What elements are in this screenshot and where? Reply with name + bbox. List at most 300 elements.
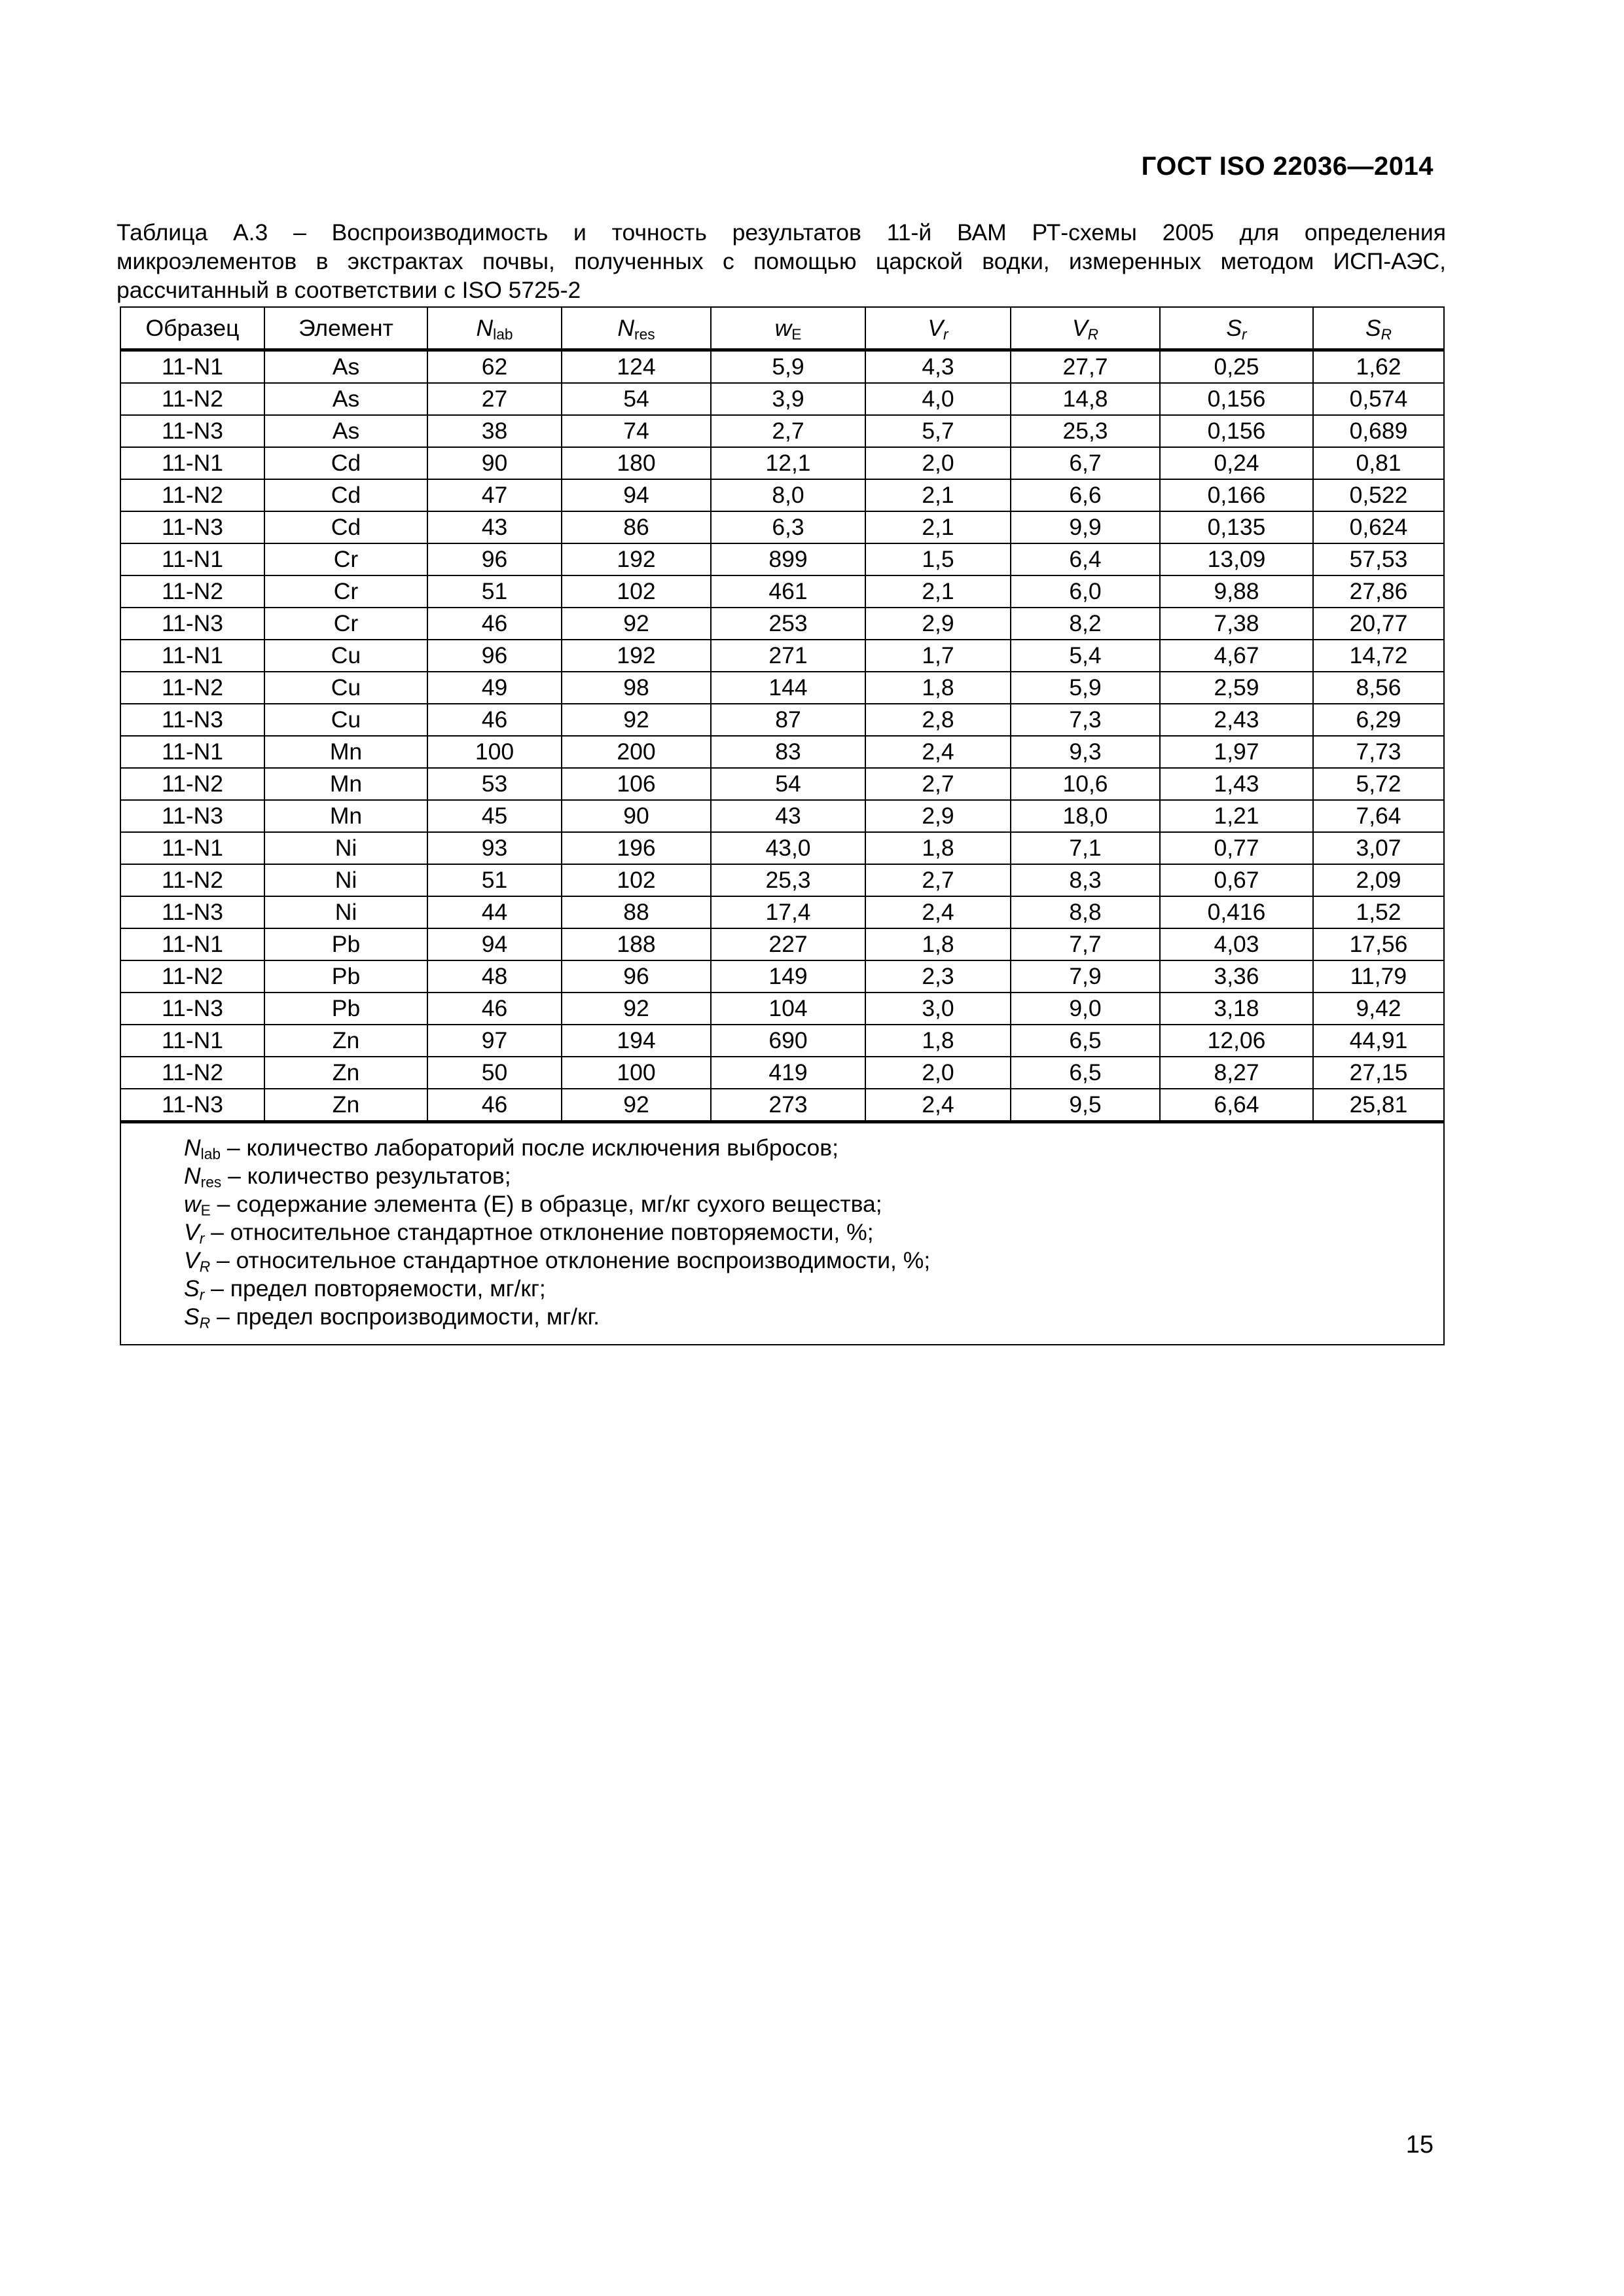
table-row <box>120 1025 1444 1057</box>
symbol-base: N <box>617 315 635 341</box>
cell-n-res: 92 <box>562 608 711 640</box>
cell-s-R: 0,624 <box>1313 511 1444 543</box>
cell-element: Cr <box>264 543 427 575</box>
cell-element: Cu <box>264 672 427 704</box>
cell-n-lab: 53 <box>427 768 562 800</box>
cell-element: Cu <box>264 704 427 736</box>
header-sample: Образец <box>120 307 264 350</box>
cell-s-r: 3,36 <box>1160 960 1313 993</box>
cell-s-R: 2,09 <box>1313 864 1444 896</box>
note-w-e <box>184 1190 1443 1218</box>
cell-v-R: 8,8 <box>1011 896 1160 928</box>
symbol-base: V <box>1072 315 1088 341</box>
cell-s-R: 7,64 <box>1313 800 1444 832</box>
table-row <box>120 350 1444 384</box>
cell-v-r: 2,1 <box>865 511 1011 543</box>
cell-s-r: 4,03 <box>1160 928 1313 960</box>
cell-n-lab: 93 <box>427 832 562 864</box>
cell-sample: 11-N3 <box>120 800 264 832</box>
cell-w-e: 461 <box>711 575 865 608</box>
cell-w-e: 273 <box>711 1089 865 1122</box>
cell-element: Mn <box>264 800 427 832</box>
cell-element: Ni <box>264 832 427 864</box>
cell-v-r: 1,8 <box>865 672 1011 704</box>
cell-s-r: 0,25 <box>1160 350 1313 384</box>
symbol-subscript: r <box>199 1286 205 1303</box>
table-row <box>120 479 1444 511</box>
cell-n-lab: 46 <box>427 608 562 640</box>
cell-n-lab: 94 <box>427 928 562 960</box>
symbol-subscript: R <box>1380 325 1392 343</box>
cell-v-R: 8,2 <box>1011 608 1160 640</box>
cell-s-r: 7,38 <box>1160 608 1313 640</box>
table-row <box>120 672 1444 704</box>
cell-v-R: 9,9 <box>1011 511 1160 543</box>
cell-sample: 11-N3 <box>120 608 264 640</box>
note-text: – количество лабораторий после исключения выбросов; <box>220 1135 839 1161</box>
table-row <box>120 864 1444 896</box>
cell-n-res: 92 <box>562 704 711 736</box>
cell-v-R: 5,4 <box>1011 640 1160 672</box>
cell-v-R: 27,7 <box>1011 350 1160 384</box>
cell-sample: 11-N1 <box>120 640 264 672</box>
cell-sample: 11-N3 <box>120 993 264 1025</box>
symbol-subscript: lab <box>493 325 513 343</box>
cell-v-r: 2,0 <box>865 447 1011 479</box>
cell-v-r: 2,7 <box>865 768 1011 800</box>
symbol-base: V <box>184 1219 200 1245</box>
cell-n-res: 94 <box>562 479 711 511</box>
cell-s-R: 0,689 <box>1313 415 1444 447</box>
cell-sample: 11-N2 <box>120 575 264 608</box>
table-row <box>120 543 1444 575</box>
cell-s-r: 0,156 <box>1160 383 1313 415</box>
note-text: – относительное стандартное отклонение повторяемости, %; <box>204 1219 874 1245</box>
cell-sample: 11-N3 <box>120 511 264 543</box>
cell-n-lab: 46 <box>427 1089 562 1122</box>
symbol-base: V <box>928 315 944 341</box>
cell-s-r: 0,166 <box>1160 479 1313 511</box>
cell-v-R: 6,5 <box>1011 1025 1160 1057</box>
table-caption <box>117 218 1446 304</box>
table-body <box>120 350 1444 1122</box>
table-header-row <box>120 307 1444 350</box>
cell-n-lab: 90 <box>427 447 562 479</box>
cell-element: As <box>264 383 427 415</box>
cell-v-r: 2,7 <box>865 864 1011 896</box>
cell-w-e: 25,3 <box>711 864 865 896</box>
cell-element: Ni <box>264 896 427 928</box>
cell-w-e: 43,0 <box>711 832 865 864</box>
cell-v-R: 10,6 <box>1011 768 1160 800</box>
cell-element: Zn <box>264 1089 427 1122</box>
cell-s-R: 1,62 <box>1313 350 1444 384</box>
cell-w-e: 227 <box>711 928 865 960</box>
cell-v-r: 2,9 <box>865 608 1011 640</box>
table-row <box>120 575 1444 608</box>
cell-s-R: 0,81 <box>1313 447 1444 479</box>
symbol-base: S <box>184 1303 200 1330</box>
symbol-base: N <box>184 1163 201 1189</box>
cell-element: Cd <box>264 479 427 511</box>
note-text: – содержание элемента (Е) в образце, мг/кг сухого вещества; <box>210 1191 882 1217</box>
cell-w-e: 149 <box>711 960 865 993</box>
cell-n-lab: 62 <box>427 350 562 384</box>
caption-line: Таблица А.3 – Воспроизводимость и точность результатов 11-й ВАМ РТ-схемы 2005 для определения <box>117 219 1446 246</box>
cell-n-lab: 27 <box>427 383 562 415</box>
cell-n-res: 96 <box>562 960 711 993</box>
cell-s-r: 9,88 <box>1160 575 1313 608</box>
cell-v-R: 9,5 <box>1011 1089 1160 1122</box>
symbol-base: S <box>1226 315 1242 341</box>
note-text: – относительное стандартное отклонение воспроизводимости, %; <box>210 1247 931 1273</box>
cell-v-r: 2,4 <box>865 896 1011 928</box>
cell-w-e: 6,3 <box>711 511 865 543</box>
cell-n-res: 98 <box>562 672 711 704</box>
cell-n-res: 196 <box>562 832 711 864</box>
note-n-res <box>184 1162 1443 1190</box>
cell-v-r: 1,8 <box>865 832 1011 864</box>
symbol-subscript: E <box>791 325 802 343</box>
symbol-subscript: lab <box>200 1145 221 1163</box>
cell-n-lab: 48 <box>427 960 562 993</box>
cell-s-R: 3,07 <box>1313 832 1444 864</box>
header-n-lab <box>427 307 562 350</box>
cell-n-lab: 44 <box>427 896 562 928</box>
cell-s-R: 14,72 <box>1313 640 1444 672</box>
table-row <box>120 768 1444 800</box>
note-v-r <box>184 1218 1443 1247</box>
cell-element: Ni <box>264 864 427 896</box>
cell-s-R: 44,91 <box>1313 1025 1444 1057</box>
cell-element: Cr <box>264 575 427 608</box>
cell-v-r: 1,8 <box>865 928 1011 960</box>
cell-w-e: 83 <box>711 736 865 768</box>
cell-v-r: 1,8 <box>865 1025 1011 1057</box>
cell-n-lab: 47 <box>427 479 562 511</box>
cell-element: As <box>264 415 427 447</box>
cell-n-res: 102 <box>562 575 711 608</box>
cell-n-lab: 50 <box>427 1057 562 1089</box>
table-row <box>120 832 1444 864</box>
cell-n-lab: 46 <box>427 704 562 736</box>
cell-sample: 11-N1 <box>120 350 264 384</box>
cell-s-r: 4,67 <box>1160 640 1313 672</box>
cell-element: Cd <box>264 447 427 479</box>
cell-n-res: 74 <box>562 415 711 447</box>
cell-sample: 11-N2 <box>120 479 264 511</box>
symbol-subscript: R <box>199 1314 211 1332</box>
cell-element: As <box>264 350 427 384</box>
cell-w-e: 2,7 <box>711 415 865 447</box>
symbol-subscript: E <box>200 1201 211 1219</box>
cell-w-e: 3,9 <box>711 383 865 415</box>
cell-sample: 11-N2 <box>120 672 264 704</box>
symbol-subscript: res <box>634 325 655 343</box>
cell-n-res: 192 <box>562 640 711 672</box>
cell-n-lab: 43 <box>427 511 562 543</box>
cell-n-res: 192 <box>562 543 711 575</box>
cell-s-R: 17,56 <box>1313 928 1444 960</box>
cell-element: Mn <box>264 768 427 800</box>
cell-sample: 11-N1 <box>120 447 264 479</box>
table-row <box>120 736 1444 768</box>
cell-s-r: 8,27 <box>1160 1057 1313 1089</box>
note-s-R <box>184 1303 1443 1331</box>
cell-element: Zn <box>264 1025 427 1057</box>
cell-v-r: 1,5 <box>865 543 1011 575</box>
header-w-e <box>711 307 865 350</box>
cell-s-r: 6,64 <box>1160 1089 1313 1122</box>
cell-n-res: 124 <box>562 350 711 384</box>
cell-v-R: 5,9 <box>1011 672 1160 704</box>
cell-n-lab: 51 <box>427 575 562 608</box>
cell-element: Cd <box>264 511 427 543</box>
cell-sample: 11-N2 <box>120 768 264 800</box>
cell-n-res: 92 <box>562 1089 711 1122</box>
table-row <box>120 993 1444 1025</box>
symbol-subscript: res <box>200 1173 222 1191</box>
header-s-r <box>1160 307 1313 350</box>
cell-v-r: 2,4 <box>865 736 1011 768</box>
cell-s-r: 0,24 <box>1160 447 1313 479</box>
cell-sample: 11-N2 <box>120 960 264 993</box>
cell-sample: 11-N3 <box>120 1089 264 1122</box>
cell-v-R: 9,3 <box>1011 736 1160 768</box>
symbol-base: V <box>184 1247 200 1273</box>
cell-s-r: 1,97 <box>1160 736 1313 768</box>
cell-w-e: 43 <box>711 800 865 832</box>
table-row <box>120 415 1444 447</box>
cell-sample: 11-N2 <box>120 864 264 896</box>
cell-v-r: 2,3 <box>865 960 1011 993</box>
cell-element: Pb <box>264 993 427 1025</box>
cell-s-r: 1,21 <box>1160 800 1313 832</box>
cell-v-R: 14,8 <box>1011 383 1160 415</box>
symbol-subscript: R <box>1087 325 1099 343</box>
cell-s-r: 2,59 <box>1160 672 1313 704</box>
cell-n-lab: 38 <box>427 415 562 447</box>
cell-s-r: 0,416 <box>1160 896 1313 928</box>
cell-s-R: 0,522 <box>1313 479 1444 511</box>
cell-element: Cr <box>264 608 427 640</box>
header-v-R <box>1011 307 1160 350</box>
cell-s-r: 2,43 <box>1160 704 1313 736</box>
cell-sample: 11-N1 <box>120 736 264 768</box>
table-row <box>120 383 1444 415</box>
cell-v-R: 9,0 <box>1011 993 1160 1025</box>
cell-sample: 11-N2 <box>120 383 264 415</box>
symbol-base: S <box>184 1275 200 1302</box>
cell-s-R: 9,42 <box>1313 993 1444 1025</box>
cell-v-r: 2,1 <box>865 575 1011 608</box>
header-s-R <box>1313 307 1444 350</box>
caption-line: рассчитанный в соответствии с ISO 5725-2 <box>117 277 581 303</box>
cell-w-e: 8,0 <box>711 479 865 511</box>
results-table <box>120 306 1445 1345</box>
cell-w-e: 87 <box>711 704 865 736</box>
cell-w-e: 271 <box>711 640 865 672</box>
cell-s-R: 0,574 <box>1313 383 1444 415</box>
table-row <box>120 896 1444 928</box>
cell-v-R: 18,0 <box>1011 800 1160 832</box>
table-row <box>120 511 1444 543</box>
notes-row <box>120 1122 1444 1345</box>
note-text: – предел воспроизводимости, мг/кг. <box>210 1303 600 1330</box>
symbol-base: N <box>476 315 494 341</box>
note-n-lab <box>184 1134 1443 1162</box>
cell-s-R: 20,77 <box>1313 608 1444 640</box>
cell-v-R: 25,3 <box>1011 415 1160 447</box>
cell-w-e: 419 <box>711 1057 865 1089</box>
cell-w-e: 253 <box>711 608 865 640</box>
cell-s-r: 13,09 <box>1160 543 1313 575</box>
table-row <box>120 704 1444 736</box>
cell-w-e: 5,9 <box>711 350 865 384</box>
header-v-r <box>865 307 1011 350</box>
cell-n-res: 188 <box>562 928 711 960</box>
table-row <box>120 608 1444 640</box>
cell-element: Pb <box>264 928 427 960</box>
cell-v-R: 7,9 <box>1011 960 1160 993</box>
cell-s-R: 1,52 <box>1313 896 1444 928</box>
cell-n-res: 200 <box>562 736 711 768</box>
cell-s-r: 0,156 <box>1160 415 1313 447</box>
cell-sample: 11-N2 <box>120 1057 264 1089</box>
cell-s-r: 3,18 <box>1160 993 1313 1025</box>
cell-s-R: 25,81 <box>1313 1089 1444 1122</box>
cell-sample: 11-N3 <box>120 704 264 736</box>
cell-sample: 11-N3 <box>120 415 264 447</box>
cell-element: Mn <box>264 736 427 768</box>
cell-n-lab: 96 <box>427 543 562 575</box>
table-notes <box>120 1122 1444 1345</box>
cell-w-e: 54 <box>711 768 865 800</box>
cell-v-r: 4,3 <box>865 350 1011 384</box>
cell-n-res: 194 <box>562 1025 711 1057</box>
cell-n-res: 54 <box>562 383 711 415</box>
cell-w-e: 144 <box>711 672 865 704</box>
cell-v-r: 2,8 <box>865 704 1011 736</box>
cell-n-res: 106 <box>562 768 711 800</box>
cell-s-r: 12,06 <box>1160 1025 1313 1057</box>
document-code: ГОСТ ISO 22036—2014 <box>1141 152 1434 181</box>
cell-n-res: 102 <box>562 864 711 896</box>
symbol-base: w <box>184 1191 201 1217</box>
cell-s-R: 5,72 <box>1313 768 1444 800</box>
cell-s-r: 1,43 <box>1160 768 1313 800</box>
cell-sample: 11-N1 <box>120 928 264 960</box>
note-v-R <box>184 1247 1443 1275</box>
cell-element: Zn <box>264 1057 427 1089</box>
cell-v-R: 6,6 <box>1011 479 1160 511</box>
cell-n-lab: 45 <box>427 800 562 832</box>
cell-n-lab: 49 <box>427 672 562 704</box>
cell-s-R: 7,73 <box>1313 736 1444 768</box>
symbol-subscript: R <box>199 1258 211 1275</box>
cell-n-res: 90 <box>562 800 711 832</box>
cell-v-r: 2,4 <box>865 1089 1011 1122</box>
cell-v-R: 8,3 <box>1011 864 1160 896</box>
cell-s-R: 6,29 <box>1313 704 1444 736</box>
cell-n-lab: 96 <box>427 640 562 672</box>
symbol-base: w <box>774 315 792 341</box>
cell-s-R: 27,86 <box>1313 575 1444 608</box>
symbol-base: S <box>1365 315 1381 341</box>
cell-w-e: 104 <box>711 993 865 1025</box>
cell-n-lab: 97 <box>427 1025 562 1057</box>
cell-v-R: 6,4 <box>1011 543 1160 575</box>
cell-sample: 11-N1 <box>120 832 264 864</box>
cell-sample: 11-N3 <box>120 896 264 928</box>
cell-n-res: 88 <box>562 896 711 928</box>
note-s-r <box>184 1275 1443 1303</box>
table-row <box>120 800 1444 832</box>
cell-element: Pb <box>264 960 427 993</box>
table-row <box>120 928 1444 960</box>
cell-n-lab: 100 <box>427 736 562 768</box>
cell-v-r: 4,0 <box>865 383 1011 415</box>
cell-n-res: 180 <box>562 447 711 479</box>
cell-v-R: 6,7 <box>1011 447 1160 479</box>
cell-s-R: 57,53 <box>1313 543 1444 575</box>
cell-w-e: 899 <box>711 543 865 575</box>
page-number: 15 <box>1405 2131 1434 2159</box>
cell-v-r: 2,0 <box>865 1057 1011 1089</box>
cell-sample: 11-N1 <box>120 1025 264 1057</box>
caption-line: микроэлементов в экстрактах почвы, полученных с помощью царской водки, измеренных методом ИСП-АЭС, <box>117 248 1446 274</box>
cell-s-R: 11,79 <box>1313 960 1444 993</box>
header-element: Элемент <box>264 307 427 350</box>
cell-v-r: 2,9 <box>865 800 1011 832</box>
cell-n-lab: 51 <box>427 864 562 896</box>
cell-n-res: 92 <box>562 993 711 1025</box>
cell-n-res: 86 <box>562 511 711 543</box>
cell-v-r: 2,1 <box>865 479 1011 511</box>
cell-w-e: 17,4 <box>711 896 865 928</box>
cell-w-e: 690 <box>711 1025 865 1057</box>
note-text: – количество результатов; <box>221 1163 511 1189</box>
cell-v-R: 7,3 <box>1011 704 1160 736</box>
cell-v-R: 6,0 <box>1011 575 1160 608</box>
cell-w-e: 12,1 <box>711 447 865 479</box>
cell-v-r: 5,7 <box>865 415 1011 447</box>
symbol-subscript: r <box>199 1230 205 1247</box>
cell-sample: 11-N1 <box>120 543 264 575</box>
cell-s-r: 0,135 <box>1160 511 1313 543</box>
symbol-subscript: r <box>1242 325 1247 343</box>
table-row <box>120 1089 1444 1122</box>
cell-element: Cu <box>264 640 427 672</box>
table-row <box>120 447 1444 479</box>
cell-s-R: 27,15 <box>1313 1057 1444 1089</box>
cell-n-res: 100 <box>562 1057 711 1089</box>
cell-v-R: 6,5 <box>1011 1057 1160 1089</box>
note-text: – предел повторяемости, мг/кг; <box>204 1275 546 1302</box>
table-row <box>120 640 1444 672</box>
table-row <box>120 1057 1444 1089</box>
cell-v-R: 7,1 <box>1011 832 1160 864</box>
cell-s-r: 0,77 <box>1160 832 1313 864</box>
cell-n-lab: 46 <box>427 993 562 1025</box>
cell-v-r: 3,0 <box>865 993 1011 1025</box>
symbol-subscript: r <box>943 325 948 343</box>
header-n-res <box>562 307 711 350</box>
cell-s-r: 0,67 <box>1160 864 1313 896</box>
table-row <box>120 960 1444 993</box>
cell-v-r: 1,7 <box>865 640 1011 672</box>
cell-s-R: 8,56 <box>1313 672 1444 704</box>
